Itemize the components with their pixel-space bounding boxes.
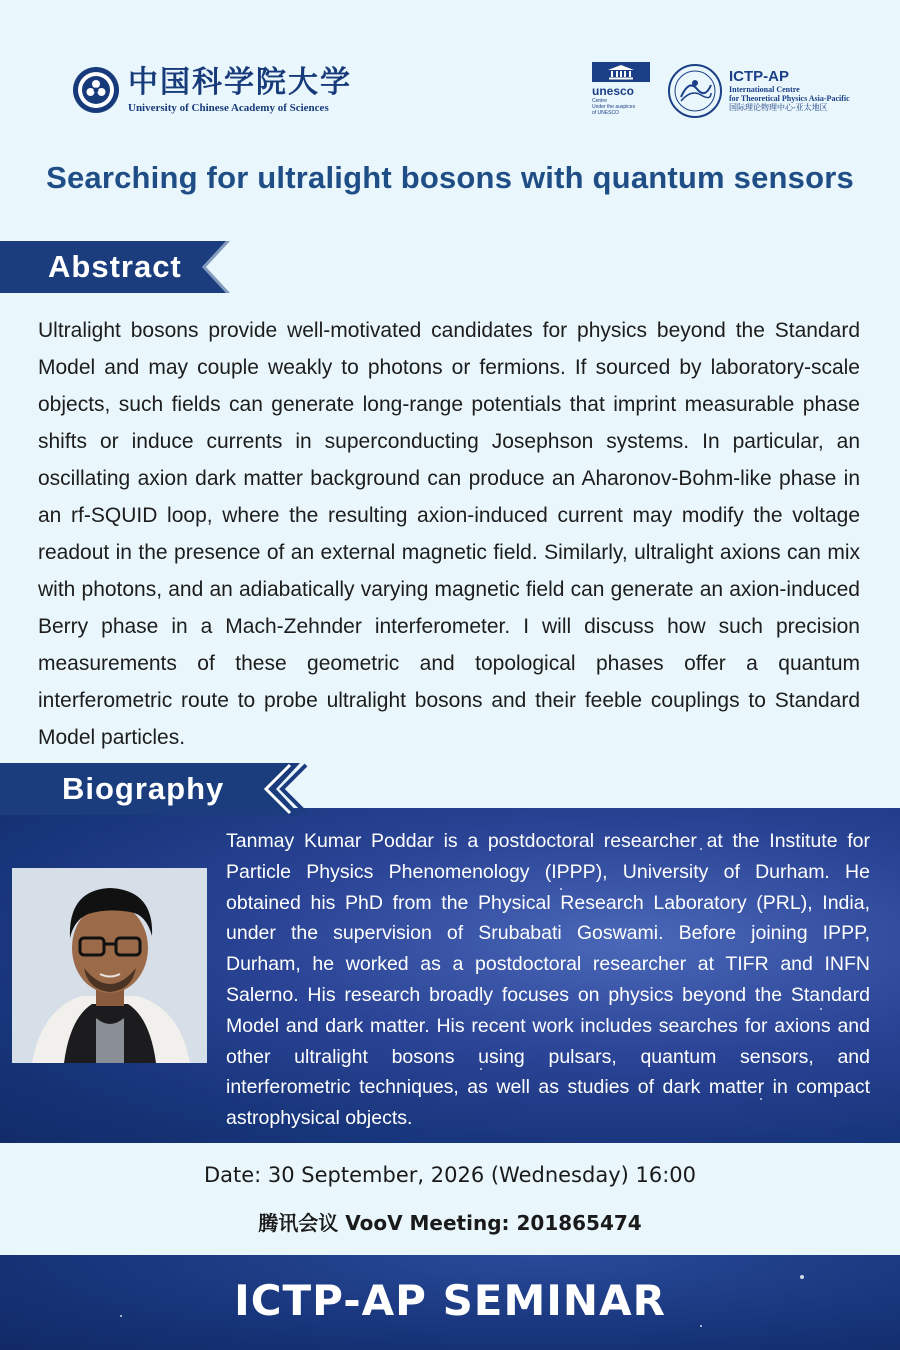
ucas-chinese-name: 中国科学院大学 [128, 65, 352, 100]
ictp-ap-chinese: 国际理论物理中心-亚太地区 [729, 103, 828, 112]
unesco-temple-icon [606, 64, 636, 80]
speaker-photo [12, 868, 207, 1063]
unesco-sub-1: Centre [592, 98, 608, 104]
ictp-ap-logo [667, 63, 850, 119]
biography-banner [0, 763, 310, 815]
ucas-logo [72, 66, 352, 114]
unesco-name: unesco [592, 84, 635, 98]
biography-heading: Biography [62, 771, 225, 806]
abstract-banner [0, 241, 230, 293]
ictp-ap-english-2: for Theoretical Physics Asia-Pacific [729, 94, 850, 103]
abstract-text: Ultralight bosons provide well-motivated candidates for physics beyond the Standard Model and may couple weakly to photons or fermions. If sourced by laboratory-scale objects, such fields can generate long-range potentials that imprint measurable phase shifts or induce currents in superconducting Josephson systems. In particular, an oscillating axion dark matter background can produce an Aharonov-Bohm-like phase in an rf-SQUID loop, where the resulting axion-induced current may modify the voltage readout in the presence of an external magnetic field. Similarly, ultralight axions can mix with photons, and an adiabatically varying magnetic field can generate an axion-induced Berry phase in a Mach-Zehnder interferometer. I will discuss how such precision measurements of these geometric and topological phases offer a quantum interferometric route to probe ultralight bosons and their feeble couplings to Standard Model particles. [38, 319, 860, 749]
footer-title: ICTP-AP SEMINAR [234, 1276, 666, 1325]
biography-text: Tanmay Kumar Poddar is a postdoctoral researcher at the Institute for Particle Physics Phenomenology (IPPP), University of Durham. He obtained his PhD from the Physical Research Laboratory (PRL), India, under the supervision of Srubabati Goswami. Before joining IPPP, Durham, he worked as a postdoctoral researcher at TIFR and INFN Salerno. His research broadly focuses on physics beyond the Standard Model and dark matter. His recent work includes searches for axions and other ultralight bosons using pulsars, quantum sensors, and interferometric techniques, as well as studies of dark matter in compact astrophysical objects. [226, 830, 870, 1130]
speaker-portrait-icon [12, 868, 207, 1063]
ictp-ap-name: ICTP-AP [729, 68, 789, 85]
meeting-info: 腾讯会议 VooV Meeting: 201865474 [258, 1211, 642, 1235]
unesco-sub-2: Under the auspices [592, 104, 636, 110]
seminar-title: Searching for ultralight bosons with quantum sensors [46, 160, 854, 195]
unesco-sub-3: of UNESCO [592, 110, 619, 116]
ictp-ap-english-1: International Centre [729, 85, 800, 94]
event-date: Date: 30 September, 2026 (Wednesday) 16:00 [203, 1163, 697, 1187]
ucas-english-name: University of Chinese Academy of Sciences [128, 102, 329, 114]
ictp-ap-seal-icon [667, 63, 723, 119]
unesco-logo [592, 62, 650, 116]
abstract-heading: Abstract [48, 249, 182, 284]
ucas-seal-icon [72, 66, 120, 114]
